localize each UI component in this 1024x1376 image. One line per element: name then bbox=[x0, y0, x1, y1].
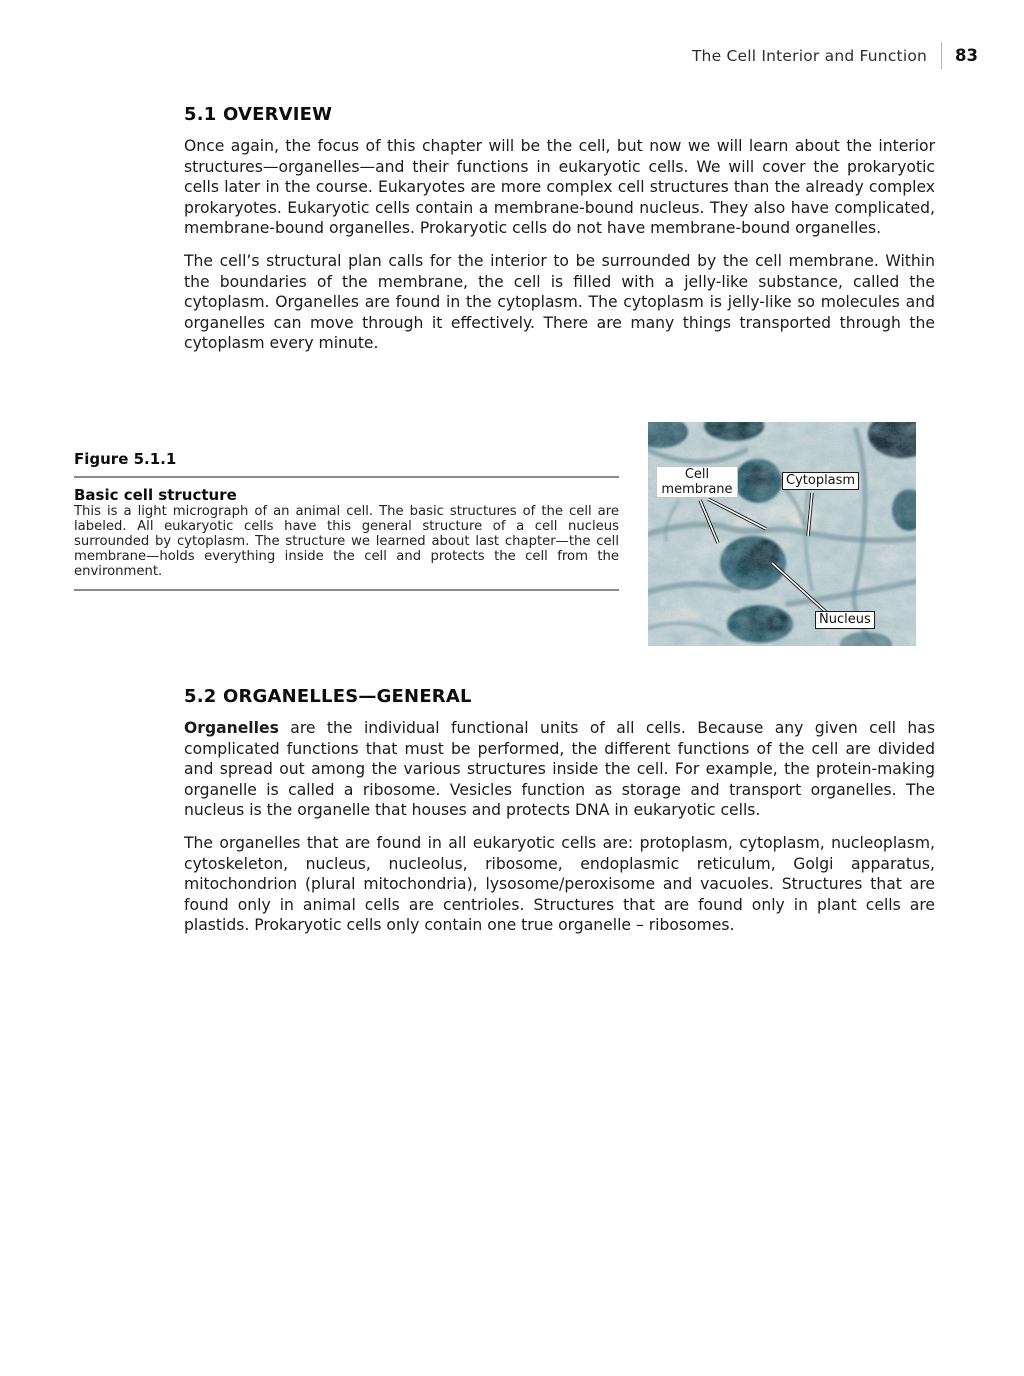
running-head bbox=[692, 42, 978, 69]
section-5-1 bbox=[184, 104, 935, 366]
label-nucleus: Nucleus bbox=[815, 611, 875, 629]
section-5-2-paragraph-2: The organelles that are found in all eukaryotic cells are: protoplasm, cytoplasm, nucleoplasm, cytoskeleton, nucleus, nucleolus, ribosome, endoplasmic reticulum, Golgi apparatus, mitochondrion (plural mitochondria), lysosome/peroxisome and vacuoles. Structures that are found only in animal cells are centrioles. Structures that are found only in plant cells are plastids. Prokaryotic cells only contain one true organelle – ribosomes. bbox=[184, 833, 935, 935]
page-number: 83 bbox=[955, 46, 978, 65]
figure-label: Figure 5.1.1 bbox=[74, 450, 177, 468]
figure-rule-top bbox=[74, 476, 619, 478]
label-cell-membrane: Cell membrane bbox=[656, 466, 738, 498]
organelles-lead-word: Organelles bbox=[184, 719, 279, 737]
figure-caption-block bbox=[74, 450, 619, 591]
section-5-2 bbox=[184, 686, 935, 948]
figure-title: Basic cell structure bbox=[74, 486, 237, 504]
section-5-1-paragraph-1: Once again, the focus of this chapter will be the cell, but now we will learn about the interior structures—organelles—and their functions in eukaryotic cells. We will cover the prokaryotic cells later in the course. Eukaryotes are more complex cell structures than the already complex prokaryotes. Eukaryotic cells contain a membrane-bound nucleus. They also have complicated, membrane-bound organelles. Prokaryotic cells do not have membrane-bound organelles. bbox=[184, 137, 935, 238]
label-cytoplasm: Cytoplasm bbox=[782, 472, 859, 490]
micrograph-image bbox=[648, 422, 916, 646]
section-5-2-paragraph-1-rest: are the individual functional units of all cells. Because any given cell has complicated functions that must be performed, the different functions of the cell are divided and spread out among the various structures inside the cell. For example, the protein-making organelle is called a ribosome. Vesicles function as storage and transport organelles. The nucleus is the organelle that houses and protects DNA in eukaryotic cells. bbox=[184, 719, 935, 820]
section-5-1-paragraph-2: The cell’s structural plan calls for the interior to be surrounded by the cell membrane. Within the boundaries of the membrane, the cell is filled with a jelly-like substance, called the cytoplasm. Organelles are found in the cytoplasm. The cytoplasm is jelly-like so molecules and organelles can move through it effectively. There are many things transported through the cytoplasm every minute. bbox=[184, 251, 935, 353]
section-5-1-heading: 5.1 OVERVIEW bbox=[184, 104, 333, 125]
section-5-2-paragraph-1 bbox=[184, 718, 935, 821]
figure-rule-bottom bbox=[74, 589, 619, 591]
section-5-2-heading: 5.2 ORGANELLES—GENERAL bbox=[184, 686, 472, 707]
header-divider bbox=[941, 42, 942, 69]
cell-micrograph bbox=[648, 422, 916, 646]
running-head-title: The Cell Interior and Function bbox=[691, 46, 928, 65]
figure-description: This is a light micrograph of an animal cell. The basic structures of the cell are labeled. All eukaryotic cells have this general structure of a cell nucleus surrounded by cytoplasm. The structure we learned about last chapter—the cell membrane—holds everything inside the cell and protects the cell from the environment. bbox=[74, 504, 619, 579]
